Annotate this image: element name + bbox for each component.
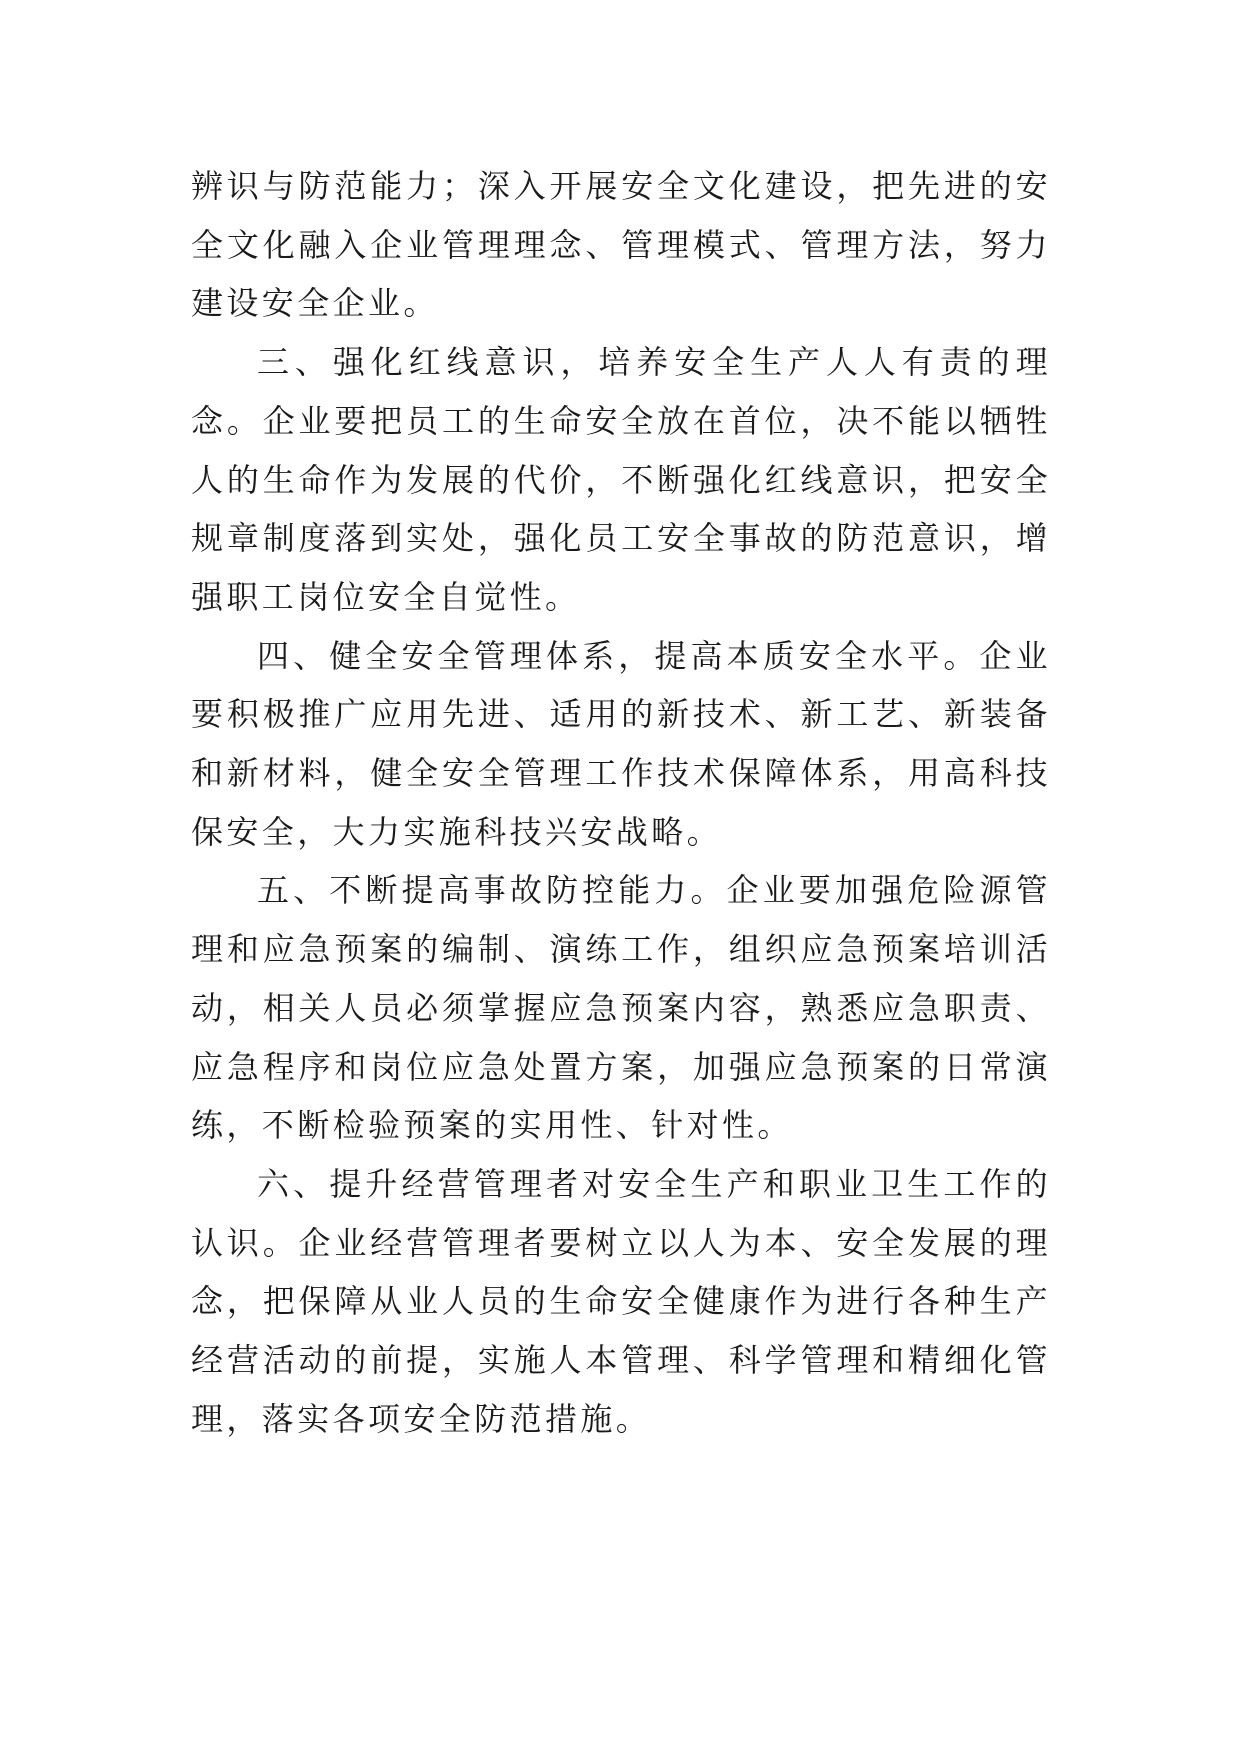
paragraph-continuation: 辨识与防范能力；深入开展安全文化建设，把先进的安全文化融入企业管理理念、管理模式、管理方法，努力建设安全企业。 [191,167,1051,323]
paragraph-section-3: 三、强化红线意识，培养安全生产人人有责的理念。企业要把员工的生命安全放在首位，决不能以牺牲人的生命作为发展的代价，不断强化红线意识，把安全规章制度落到实处，强化员工安全事故的防范意识，增强职工岗位安全自觉性。 [191,343,1051,616]
document-body [191,157,1051,1448]
paragraph-section-4: 四、健全安全管理体系，提高本质安全水平。企业要积极推广应用先进、适用的新技术、新工艺、新装备和新材料，健全安全管理工作技术保障体系，用高科技保安全，大力实施科技兴安战略。 [191,636,1051,851]
paragraph-section-6: 六、提升经营管理者对安全生产和职业卫生工作的认识。企业经营管理者要树立以人为本、安全发展的理念，把保障从业人员的生命安全健康作为进行各种生产经营活动的前提，实施人本管理、科学管理和精细化管理，落实各项安全防范措施。 [191,1164,1051,1438]
paragraph-section-5: 五、不断提高事故防控能力。企业要加强危险源管理和应急预案的编制、演练工作，组织应急预案培训活动，相关人员必须掌握应急预案内容，熟悉应急职责、应急程序和岗位应急处置方案，加强应急预案的日常演练，不断检验预案的实用性、针对性。 [191,871,1051,1145]
